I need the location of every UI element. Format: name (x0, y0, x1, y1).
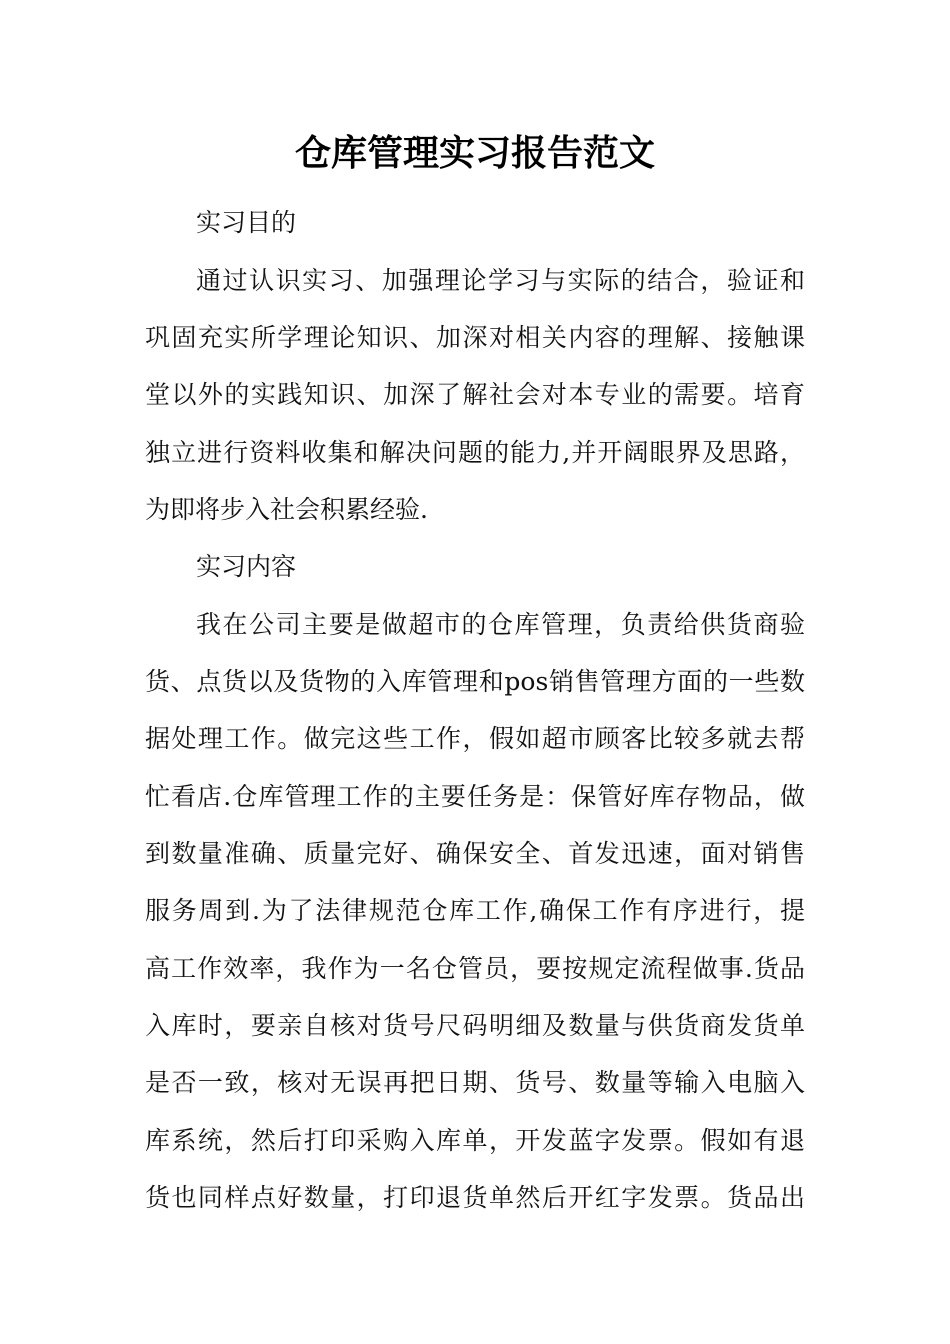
paragraph-line: 高工作效率，我作为一名仓管员，要按规定流程做事.货品 (145, 954, 805, 983)
paragraph-line: 是否一致，核对无误再把日期、货号、数量等输入电脑入 (145, 1068, 805, 1097)
paragraph-line: 库系统，然后打印采购入库单，开发蓝字发票。假如有退 (145, 1126, 805, 1155)
paragraph-line: 巩固充实所学理论知识、加深对相关内容的理解、接触课 (145, 323, 805, 352)
paragraph-line: 通过认识实习、加强理论学习与实际的结合，验证和 (196, 266, 805, 295)
paragraph-line: 到数量准确、质量完好、确保安全、首发迅速，面对销售 (145, 839, 805, 868)
paragraph-line: 独立进行资料收集和解决问题的能力,并开阔眼界及思路， (145, 438, 805, 467)
paragraph-line: 入库时，要亲自核对货号尺码明细及数量与供货商发货单 (145, 1011, 805, 1040)
section-heading-purpose: 实习目的 (196, 208, 297, 237)
paragraph-line: 服务周到.为了法律规范仓库工作,确保工作有序进行，提 (145, 896, 805, 925)
paragraph-line: 货也同样点好数量，打印退货单然后开红字发票。货品出 (145, 1183, 805, 1212)
paragraph-line: 我在公司主要是做超市的仓库管理，负责给供货商验 (196, 610, 805, 639)
section-heading-content: 实习内容 (196, 552, 297, 581)
paragraph-line: 忙看店.仓库管理工作的主要任务是：保管好库存物品，做 (145, 782, 805, 811)
paragraph-line: 为即将步入社会积累经验. (145, 495, 428, 524)
paragraph-line: 货、点货以及货物的入库管理和pos销售管理方面的一些数 (145, 667, 805, 696)
paragraph-line: 据处理工作。做完这些工作，假如超市顾客比较多就去帮 (145, 724, 805, 753)
paragraph-line: 堂以外的实践知识、加深了解社会对本专业的需要。培育 (145, 380, 805, 409)
document-title: 仓库管理实习报告范文 (294, 132, 655, 174)
